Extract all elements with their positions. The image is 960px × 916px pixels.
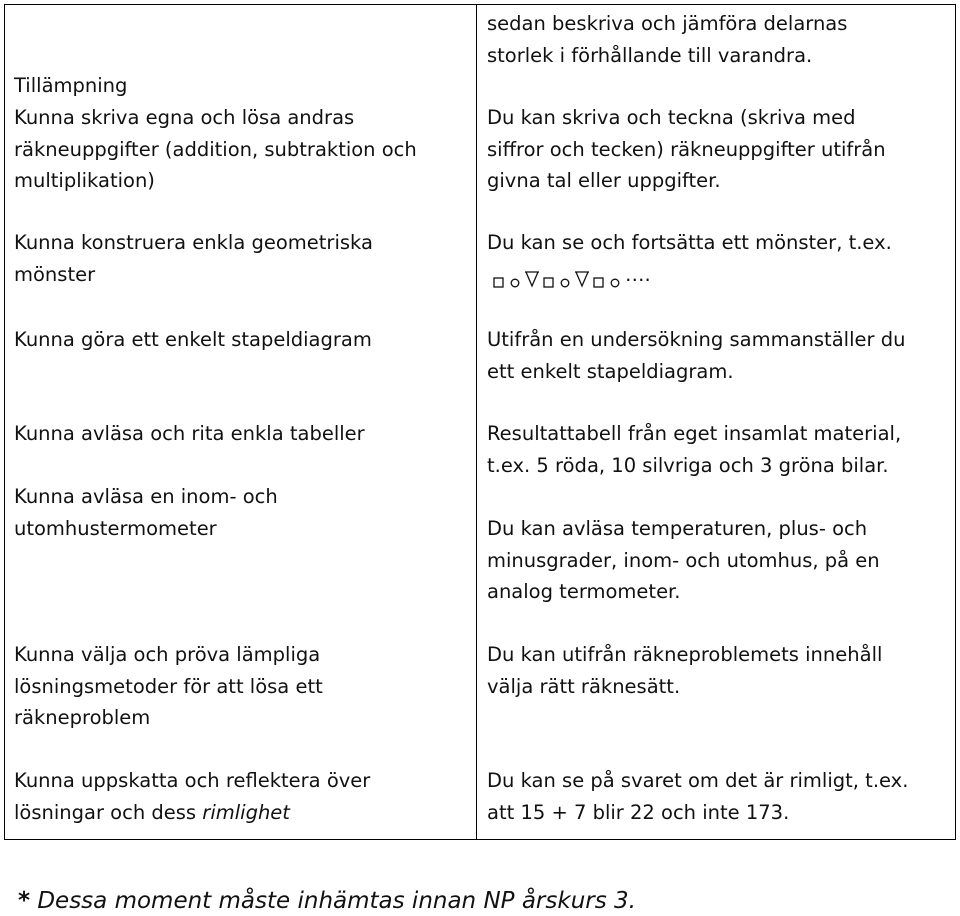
criteria-line: Du kan se på svaret om det är rimligt, t.ex. (487, 769, 909, 792)
criteria-line: Du kan avläsa temperaturen, plus- och (487, 517, 868, 540)
diamond-shape-icon (523, 266, 541, 290)
goal-write-tasks (14, 102, 464, 197)
square-shape-icon (541, 266, 557, 290)
footnote (18, 886, 636, 916)
criteria-thermometer (487, 513, 947, 608)
circle-shape-icon (607, 266, 623, 290)
criteria-line: t.ex. 5 röda, 10 silvriga och 3 gröna bilar. (487, 453, 889, 477)
criteria-line: Du kan skriva och teckna (skriva med (487, 106, 856, 129)
goal-line: Kunna konstruera enkla geometriska (14, 231, 373, 254)
criteria-line: Resultattabell från eget insamlat material, (487, 422, 902, 445)
criteria-bar-chart (487, 324, 947, 387)
criteria-line: Utifrån en undersökning sammanställer du (487, 328, 906, 351)
criteria-line: minusgrader, inom- och utomhus, på en (487, 548, 880, 572)
heading-text: Tillämpning (14, 74, 128, 97)
criteria-line: välja rätt räknesätt. (487, 674, 681, 698)
goal-line: Kunna avläsa en inom- och (14, 485, 278, 508)
goal-line: räkneuppgifter (addition, subtraktion och (14, 137, 417, 161)
circle-shape-icon (557, 266, 573, 290)
criteria-line: sedan beskriva och jämföra delarnas (487, 12, 848, 35)
criteria-line: siffror och tecken) räkneuppgifter utifrån (487, 137, 886, 161)
goal-bar-chart (14, 324, 464, 356)
goal-line: mönster (14, 262, 96, 286)
goal-text: lösningar och dess (14, 800, 203, 824)
pattern-ellipsis: …. (625, 262, 651, 286)
criteria-line: Du kan se och fortsätta ett mönster, t.ex. (487, 231, 892, 254)
pattern-example (487, 259, 947, 291)
criteria-write-tasks (487, 102, 947, 197)
goal-line: Kunna avläsa och rita enkla tabeller (14, 422, 365, 445)
criteria-line: analog termometer. (487, 580, 681, 603)
criteria-choose-method (487, 639, 947, 702)
goal-solution-methods (14, 639, 464, 734)
goal-tables (14, 418, 464, 450)
goal-line: Kunna skriva egna och lösa andras (14, 106, 355, 129)
criteria-tables (487, 418, 947, 481)
goal-line: multiplikation) (14, 169, 155, 192)
criteria-line: Du kan utifrån räkneproblemets innehåll (487, 643, 883, 666)
criteria-line: storlek i förhållande till varandra. (487, 43, 813, 67)
column-divider (476, 5, 477, 839)
goal-line: räkneproblem (14, 706, 151, 729)
section-heading (14, 70, 464, 102)
criteria-reasonable-answer (487, 765, 947, 828)
goal-line: Kunna uppskatta och reflektera över (14, 769, 371, 792)
pattern-shapes (491, 264, 623, 290)
goal-line: Kunna välja och pröva lämpliga (14, 643, 321, 666)
square-shape-icon (491, 266, 507, 290)
circle-shape-icon (507, 266, 523, 290)
square-shape-icon (591, 266, 607, 290)
criteria-line: givna tal eller uppgifter. (487, 169, 721, 192)
goal-line: utomhustermometer (14, 516, 217, 540)
criteria-line: ett enkelt stapeldiagram. (487, 359, 734, 383)
goal-line: lösningsmetoder för att lösa ett (14, 674, 323, 698)
footnote-text: Dessa moment måste inhämtas innan NP årskurs 3. (30, 888, 636, 914)
goal-line: Kunna göra ett enkelt stapeldiagram (14, 328, 372, 351)
diamond-shape-icon (573, 266, 591, 290)
criteria-patterns (487, 227, 947, 290)
criteria-compare-parts (487, 8, 947, 71)
footnote-star: * (18, 888, 31, 914)
goal-line (14, 797, 464, 829)
goal-geometric-patterns (14, 227, 464, 290)
criteria-line: att 15 + 7 blir 22 och inte 173. (487, 800, 790, 824)
goal-thermometer (14, 481, 464, 544)
goal-estimate-reflect (14, 765, 464, 828)
goal-emphasis: rimlighet (202, 800, 290, 824)
